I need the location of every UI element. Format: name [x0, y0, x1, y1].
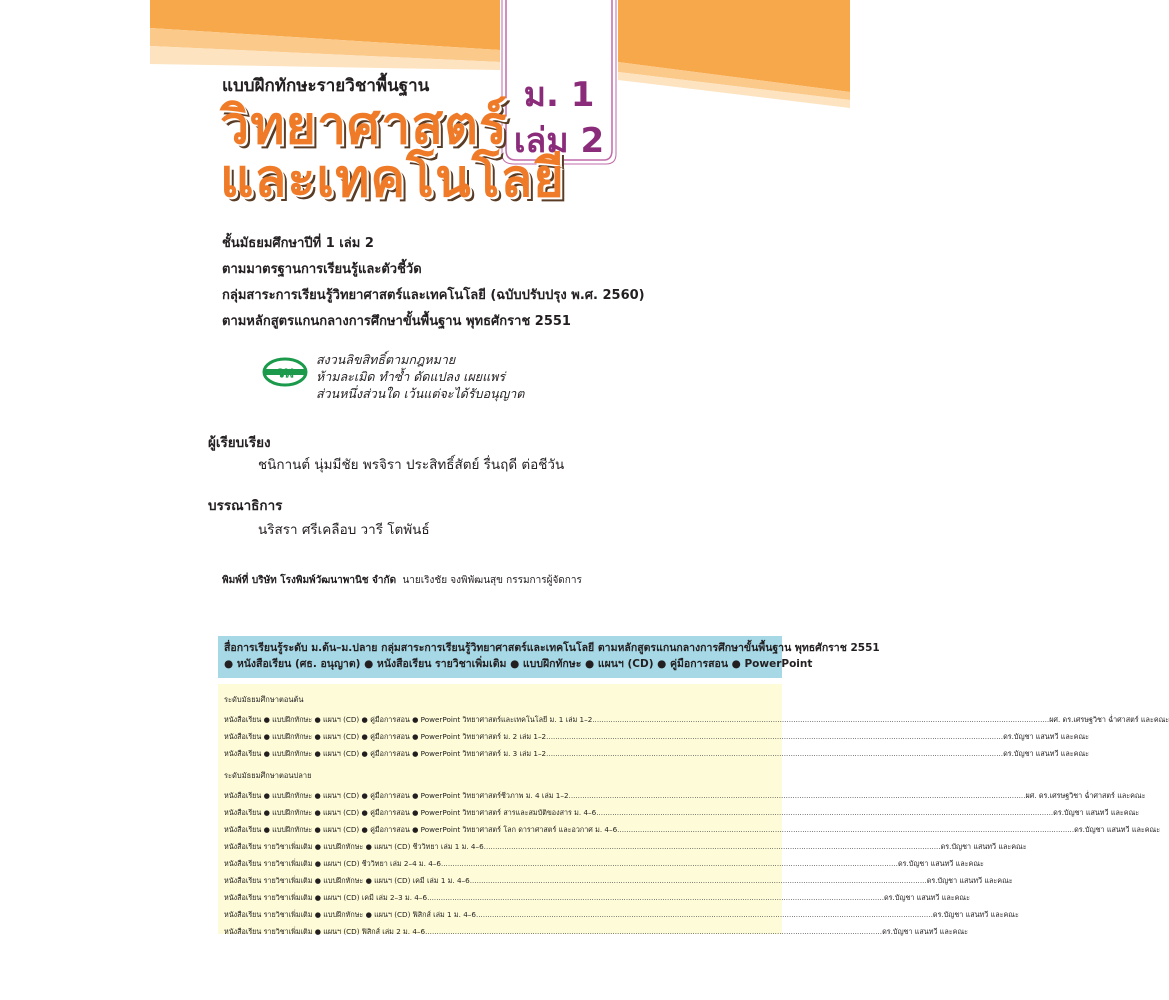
media-item-author: ผศ. ดร.เศรษฐวิชา ฉ่ำศาสตร์ และคณะ [1025, 791, 1146, 800]
media-item-description: หนังสือเรียน รายวิชาเพิ่มเติม ● แผนฯ (CD) ฟิสิกส์ เล่ม 2 ม. 4–6 [224, 927, 426, 936]
printer-person: นายเริงชัย จงพิพัฒนสุข กรรมการผู้จัดการ [402, 575, 582, 586]
media-item-description: หนังสือเรียน ● แบบฝึกทักษะ ● แผนฯ (CD) ● คู่มือการสอน ● PowerPoint วิทยาศาสตร์และเทคโนโลยี ม. 1 เล่ม 1–2 [224, 715, 593, 724]
media-list-item [224, 889, 970, 906]
leader-dots: ........................................................................................................................................................................................................ [469, 876, 927, 885]
leader-dots: ........................................................................................................................................................................................................ [596, 808, 1054, 817]
media-item-description: หนังสือเรียน รายวิชาเพิ่มเติม ● แผนฯ (CD) เคมี เล่ม 2–3 ม. 4–6 [224, 893, 428, 902]
leader-dots: ........................................................................................................................................................................................................ [425, 927, 883, 936]
media-item-description: หนังสือเรียน รายวิชาเพิ่มเติม ● แผนฯ (CD) ชีววิทยา เล่ม 2–4 ม. 4–6 [224, 859, 441, 868]
book-title-line1: วิทยาศาสตร์ [220, 96, 508, 156]
copyright-line: ส่วนหนึ่งส่วนใด เว้นแต่จะได้รับอนุญาต [316, 386, 525, 401]
media-item-description: หนังสือเรียน รายวิชาเพิ่มเติม ● แบบฝึกทักษะ ● แผนฯ (CD) เคมี เล่ม 1 ม. 4–6 [224, 876, 470, 885]
leader-dots: ........................................................................................................................................................................................................ [440, 859, 898, 868]
media-item-description: หนังสือเรียน ● แบบฝึกทักษะ ● แผนฯ (CD) ● คู่มือการสอน ● PowerPoint วิทยาศาสตร์ สารและสมบัติของสาร ม. 4–6 [224, 808, 597, 817]
volume-number: เล่ม 2 [513, 121, 605, 161]
info-line: ตามมาตรฐานการเรียนรู้และตัวชี้วัด [222, 262, 422, 277]
leader-dots: ........................................................................................................................................................................................................ [546, 732, 1004, 741]
media-list-item [224, 855, 984, 872]
media-item-author: ผศ. ดร.เศรษฐวิชา ฉ่ำศาสตร์ และคณะ [1049, 715, 1169, 724]
upper-secondary-rows [224, 787, 1161, 940]
media-item-author: ดร.บัญชา แสนทวี และคณะ [932, 910, 1019, 919]
leader-dots: ........................................................................................................................................................................................................ [568, 791, 1026, 800]
media-item-description: หนังสือเรียน รายวิชาเพิ่มเติม ● แบบฝึกทักษะ ● แผนฯ (CD) ฟิสิกส์ เล่ม 1 ม. 4–6 [224, 910, 476, 919]
lower-secondary-title: ระดับมัธยมศึกษาตอนต้น [224, 695, 304, 704]
media-item-author: ดร.บัญชา แสนทวี และคณะ [1003, 732, 1090, 741]
authors-label: ผู้เรียบเรียง [208, 435, 271, 451]
media-list-item [224, 923, 968, 940]
leader-dots: ........................................................................................................................................................................................................ [483, 842, 941, 851]
media-item-author: ดร.บัญชา แสนทวี และคณะ [940, 842, 1027, 851]
leader-dots: ........................................................................................................................................................................................................ [475, 910, 933, 919]
upper-secondary-title: ระดับมัธยมศึกษาตอนปลาย [224, 771, 312, 780]
info-line: กลุ่มสาระการเรียนรู้วิทยาศาสตร์และเทคโนโลยี (ฉบับปรับปรุง พ.ศ. 2560) [222, 288, 645, 303]
media-header [218, 636, 880, 678]
media-list-item [224, 745, 1090, 762]
media-list-item [224, 906, 1019, 923]
grade-level: ม. 1 [523, 75, 595, 115]
media-list [218, 684, 1169, 936]
info-line: ชั้นมัธยมศึกษาปีที่ 1 เล่ม 2 [222, 236, 374, 251]
media-list-item [224, 838, 1027, 855]
media-list-item [224, 711, 1169, 728]
media-item-description: หนังสือเรียน ● แบบฝึกทักษะ ● แผนฯ (CD) ● คู่มือการสอน ● PowerPoint วิทยาศาสตร์ ม. 3 เล่ม 1–2 [224, 749, 547, 758]
printer-info [222, 573, 582, 588]
leader-dots: ........................................................................................................................................................................................................ [546, 749, 1004, 758]
media-list-item [224, 872, 1013, 889]
copyright-page [150, 0, 1169, 1000]
copyright-line: ห้ามละเมิด ทำซ้ำ ดัดแปลง เผยแพร่ [316, 369, 506, 384]
lower-secondary-rows [224, 711, 1169, 762]
publisher-logo-icon [262, 357, 308, 387]
media-item-description: หนังสือเรียน ● แบบฝึกทักษะ ● แผนฯ (CD) ● คู่มือการสอน ● PowerPoint วิทยาศาสตร์ ม. 2 เล่ม 1–2 [224, 732, 547, 741]
media-item-description: หนังสือเรียน ● แบบฝึกทักษะ ● แผนฯ (CD) ● คู่มือการสอน ● PowerPoint วิทยาศาสตร์ชีวภาพ ม. 4 เล่ม 1–2 [224, 791, 569, 800]
media-header-line1: สื่อการเรียนรู้ระดับ ม.ต้น–ม.ปลาย กลุ่มสาระการเรียนรู้วิทยาศาสตร์และเทคโนโลยี ตามหลักสูตรแกนกลางการศึกษาขั้นพื้นฐาน พุทธศักราช 2551 [224, 642, 880, 654]
media-item-author: ดร.บัญชา แสนทวี และคณะ [884, 893, 970, 902]
logo-text: วพ [276, 365, 294, 381]
media-item-author: ดร.บัญชา แสนทวี และคณะ [897, 859, 984, 868]
leader-dots: ........................................................................................................................................................................................................ [617, 825, 1075, 834]
media-item-author: ดร.บัญชา แสนทวี และคณะ [1003, 749, 1090, 758]
media-item-author: ดร.บัญชา แสนทวี และคณะ [1074, 825, 1161, 834]
info-line: ตามหลักสูตรแกนกลางการศึกษาขั้นพื้นฐาน พุทธศักราช 2551 [222, 314, 571, 329]
book-title-line2: และเทคโนโลยี [220, 149, 565, 209]
media-list-item [224, 728, 1090, 745]
media-list-item [224, 804, 1140, 821]
printer-name: พิมพ์ที่ บริษัท โรงพิมพ์วัฒนาพานิช จำกัด [222, 575, 397, 586]
editors-label: บรรณาธิการ [208, 498, 283, 514]
media-item-author: ดร.บัญชา แสนทวี และคณะ [1053, 808, 1140, 817]
media-item-author: ดร.บัญชา แสนทวี และคณะ [882, 927, 968, 936]
series-subtitle: แบบฝึกทักษะรายวิชาพื้นฐาน [222, 76, 430, 96]
media-list-item [224, 787, 1146, 804]
media-list-item [224, 821, 1161, 838]
media-item-description: หนังสือเรียน ● แบบฝึกทักษะ ● แผนฯ (CD) ● คู่มือการสอน ● PowerPoint วิทยาศาสตร์ โลก ดาราศาสตร์ และอวกาศ ม. 4–6 [224, 825, 618, 834]
media-item-description: หนังสือเรียน รายวิชาเพิ่มเติม ● แบบฝึกทักษะ ● แผนฯ (CD) ชีววิทยา เล่ม 1 ม. 4–6 [224, 842, 484, 851]
copyright-line: สงวนลิขสิทธิ์ตามกฎหมาย [316, 352, 456, 367]
leader-dots: ........................................................................................................................................................................................................ [592, 715, 1050, 724]
authors-names: ชนิกานต์ นุ่มมีชัย พรจิรา ประสิทธิ์สัตย์ รื่นฤดี ต่อชีวัน [258, 457, 565, 473]
leader-dots: ........................................................................................................................................................................................................ [427, 893, 885, 902]
editors-names: นริสรา ศรีเคลือบ วารี โตพันธ์ [258, 522, 430, 538]
media-header-line2: ● หนังสือเรียน (ศธ. อนุญาต) ● หนังสือเรียน รายวิชาเพิ่มเติม ● แบบฝึกทักษะ ● แผนฯ (CD) ● คู่มือการสอน ● PowerPoint [224, 658, 813, 670]
media-item-author: ดร.บัญชา แสนทวี และคณะ [926, 876, 1013, 885]
